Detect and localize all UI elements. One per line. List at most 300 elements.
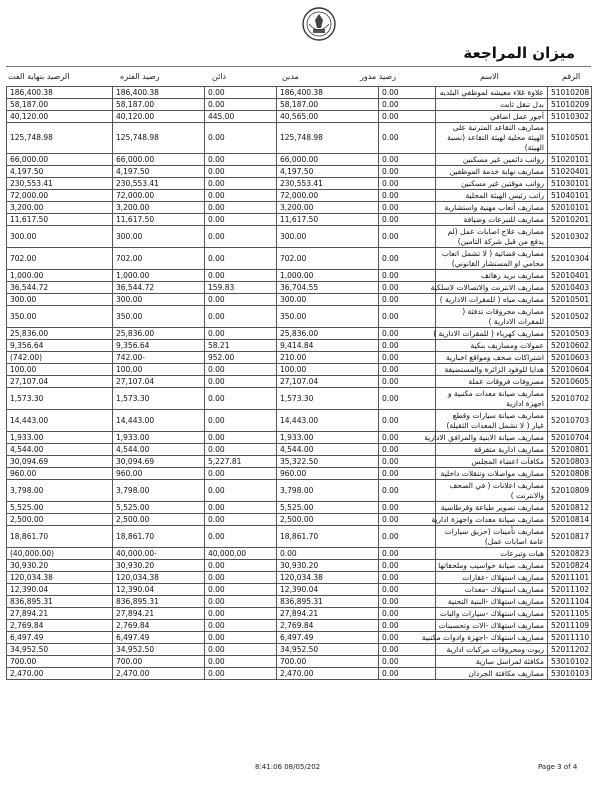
account-code-cell: 52010403	[548, 282, 592, 294]
account-name-cell: راتب رئيس الهيئة المحلية	[436, 190, 548, 202]
credit-cell: 0.00	[205, 87, 277, 99]
credit-cell: 0.00	[205, 226, 277, 248]
account-name-cell: مصاريف تصوير طباعة وقرطاسية	[436, 502, 548, 514]
period-balance-cell: 72,000.00	[113, 190, 205, 202]
credit-cell: 0.00	[205, 514, 277, 526]
period-balance-cell: 25,836.00	[113, 328, 205, 340]
table-row	[7, 328, 592, 340]
opening-balance-cell: 0.00	[379, 340, 436, 352]
debit-cell: 300.00	[277, 226, 379, 248]
debit-cell: 700.00	[277, 656, 379, 668]
opening-balance-cell: 0.00	[379, 668, 436, 680]
account-name-cell: هدايا للوفود الزائرة والمستضيفة	[436, 364, 548, 376]
closing-balance-cell: 702.00	[7, 248, 113, 270]
debit-cell: 186,400.38	[277, 87, 379, 99]
period-balance-cell: 702.00	[113, 248, 205, 270]
closing-balance-cell: 58,187.00	[7, 99, 113, 111]
credit-cell: 0.00	[205, 596, 277, 608]
closing-balance-cell: 6,497.49	[7, 632, 113, 644]
opening-balance-cell: 0.00	[379, 178, 436, 190]
account-name-cell: مصاريف مياه ( للمقرات الادارية )	[436, 294, 548, 306]
account-name-cell: مصاريف استهلاك -الات وتحسينات	[436, 620, 548, 632]
closing-balance-cell: 350.00	[7, 306, 113, 328]
table-row	[7, 468, 592, 480]
credit-cell: 0.00	[205, 306, 277, 328]
opening-balance-cell: 0.00	[379, 190, 436, 202]
opening-balance-cell: 0.00	[379, 306, 436, 328]
opening-balance-cell: 0.00	[379, 644, 436, 656]
opening-balance-cell: 0.00	[379, 444, 436, 456]
credit-cell: 58.21	[205, 340, 277, 352]
account-name-cell: مصاريف اعلانات ( في الصحف والانترنت )	[436, 480, 548, 502]
period-balance-cell: 40,120.00	[113, 111, 205, 123]
closing-balance-cell: 120,034.38	[7, 572, 113, 584]
closing-balance-cell: 1,573.30	[7, 388, 113, 410]
period-balance-cell: 186,400.38	[113, 87, 205, 99]
account-name-cell: بدل تنقل ثابت	[436, 99, 548, 111]
table-row	[7, 214, 592, 226]
debit-cell: 40,565.00	[277, 111, 379, 123]
account-code-cell: 52011104	[548, 596, 592, 608]
account-code-cell: 52011109	[548, 620, 592, 632]
account-code-cell: 52010201	[548, 214, 592, 226]
credit-cell: 0.00	[205, 584, 277, 596]
account-name-cell: مصاريف مواصلات وتنقلات داخلية	[436, 468, 548, 480]
credit-cell: 0.00	[205, 608, 277, 620]
debit-cell: 300.00	[277, 294, 379, 306]
credit-cell: 0.00	[205, 644, 277, 656]
table-row	[7, 282, 592, 294]
table-row	[7, 514, 592, 526]
period-balance-cell: 36,544.72	[113, 282, 205, 294]
opening-balance-cell: 0.00	[379, 410, 436, 432]
opening-balance-cell: 0.00	[379, 364, 436, 376]
opening-balance-cell: 0.00	[379, 87, 436, 99]
period-balance-cell: 3,200.00	[113, 202, 205, 214]
credit-cell: 0.00	[205, 632, 277, 644]
account-code-cell: 52011105	[548, 608, 592, 620]
debit-cell: 120,034.38	[277, 572, 379, 584]
credit-cell: 0.00	[205, 410, 277, 432]
closing-balance-cell: 34,952.50	[7, 644, 113, 656]
table-row	[7, 502, 592, 514]
opening-balance-cell: 0.00	[379, 480, 436, 502]
debit-cell: 5,525.00	[277, 502, 379, 514]
debit-cell: 3,798.00	[277, 480, 379, 502]
credit-cell: 0.00	[205, 668, 277, 680]
debit-cell: 34,952.50	[277, 644, 379, 656]
account-code-cell: 52010824	[548, 560, 592, 572]
account-code-cell: 52010704	[548, 432, 592, 444]
closing-balance-cell: 3,798.00	[7, 480, 113, 502]
closing-balance-cell: 836,895.31	[7, 596, 113, 608]
debit-cell: 4,544.00	[277, 444, 379, 456]
account-code-cell: 52010602	[548, 340, 592, 352]
debit-cell: 14,443.00	[277, 410, 379, 432]
period-balance-cell: 4,197.50	[113, 166, 205, 178]
credit-cell: 0.00	[205, 656, 277, 668]
credit-cell: 0.00	[205, 294, 277, 306]
account-name-cell: مصاريف استهلاك -اجهزة وادوات مكتبية	[436, 632, 548, 644]
closing-balance-cell: 72,000.00	[7, 190, 113, 202]
col-header-period: رصيد الفتره	[120, 72, 160, 81]
account-code-cell: 51010302	[548, 111, 592, 123]
account-name-cell: عمولات ومصاريف بنكية	[436, 340, 548, 352]
account-code-cell: 52010801	[548, 444, 592, 456]
closing-balance-cell: 125,748.98	[7, 123, 113, 154]
closing-balance-cell: (742.00)	[7, 352, 113, 364]
opening-balance-cell: 0.00	[379, 376, 436, 388]
closing-balance-cell: 36,544.72	[7, 282, 113, 294]
period-balance-cell: 1,000.00	[113, 270, 205, 282]
opening-balance-cell: 0.00	[379, 202, 436, 214]
period-balance-cell: 40,000.00-	[113, 548, 205, 560]
table-row	[7, 608, 592, 620]
credit-cell: 0.00	[205, 328, 277, 340]
debit-cell: 11,617.50	[277, 214, 379, 226]
period-balance-cell: 125,748.98	[113, 123, 205, 154]
account-name-cell: مصاريف أتعاب مهنية واستشارية	[436, 202, 548, 214]
opening-balance-cell: 0.00	[379, 548, 436, 560]
credit-cell: 40,000.00	[205, 548, 277, 560]
table-row	[7, 166, 592, 178]
account-name-cell: مصاريف صيانة حواسيب وملحقاتها	[436, 560, 548, 572]
period-balance-cell: 4,544.00	[113, 444, 205, 456]
opening-balance-cell: 0.00	[379, 214, 436, 226]
opening-balance-cell: 0.00	[379, 608, 436, 620]
account-name-cell: رواتب موقتين غير مسكنين	[436, 178, 548, 190]
closing-balance-cell: 27,107.04	[7, 376, 113, 388]
account-name-cell: مصاريف بريد رهاتف	[436, 270, 548, 282]
account-code-cell: 52010304	[548, 248, 592, 270]
account-code-cell: 52010814	[548, 514, 592, 526]
account-code-cell: 52011101	[548, 572, 592, 584]
debit-cell: 66,000.00	[277, 154, 379, 166]
closing-balance-cell: 30,930.20	[7, 560, 113, 572]
table-row	[7, 123, 592, 154]
table-body	[7, 87, 592, 680]
debit-cell: 27,894.21	[277, 608, 379, 620]
account-code-cell: 52010702	[548, 388, 592, 410]
closing-balance-cell: 2,470.00	[7, 668, 113, 680]
period-balance-cell: 27,894.21	[113, 608, 205, 620]
opening-balance-cell: 0.00	[379, 632, 436, 644]
account-code-cell: 52010817	[548, 526, 592, 548]
account-name-cell: زيوت ومحروقات مركبات ادارية	[436, 644, 548, 656]
credit-cell: 0.00	[205, 444, 277, 456]
period-balance-cell: 836,895.31	[113, 596, 205, 608]
page-title: ميزان المراجعة	[463, 44, 575, 62]
opening-balance-cell: 0.00	[379, 432, 436, 444]
opening-balance-cell: 0.00	[379, 282, 436, 294]
credit-cell: 0.00	[205, 99, 277, 111]
account-name-cell: مكافئة لمراسل سارية	[436, 656, 548, 668]
debit-cell: 0.00	[277, 548, 379, 560]
account-name-cell: رواتب دائمين غير مسكنين	[436, 154, 548, 166]
credit-cell: 952.00	[205, 352, 277, 364]
opening-balance-cell: 0.00	[379, 656, 436, 668]
col-header-credit: دائن	[212, 72, 227, 81]
account-code-cell: 51010209	[548, 99, 592, 111]
table-row	[7, 202, 592, 214]
table-row	[7, 410, 592, 432]
period-balance-cell: 300.00	[113, 294, 205, 306]
closing-balance-cell: 25,836.00	[7, 328, 113, 340]
closing-balance-cell: 230,553.41	[7, 178, 113, 190]
credit-cell: 0.00	[205, 248, 277, 270]
table-row	[7, 596, 592, 608]
credit-cell: 0.00	[205, 190, 277, 202]
period-balance-cell: 9,356.64	[113, 340, 205, 352]
closing-balance-cell: (40,000.00)	[7, 548, 113, 560]
period-balance-cell: 18,861.70	[113, 526, 205, 548]
closing-balance-cell: 3,200.00	[7, 202, 113, 214]
period-balance-cell: 700.00	[113, 656, 205, 668]
table-row	[7, 560, 592, 572]
period-balance-cell: 350.00	[113, 306, 205, 328]
account-code-cell: 52010501	[548, 294, 592, 306]
period-balance-cell: 1,573.30	[113, 388, 205, 410]
table-row	[7, 190, 592, 202]
table-row	[7, 644, 592, 656]
closing-balance-cell: 100.00	[7, 364, 113, 376]
opening-balance-cell: 0.00	[379, 328, 436, 340]
account-name-cell: مصروفات فروقات عملة	[436, 376, 548, 388]
debit-cell: 2,500.00	[277, 514, 379, 526]
account-name-cell: مصاريف تأمينات (حريق سيارات عامة اصابات عمل)	[436, 526, 548, 548]
account-name-cell: مصاريف ادارية متفرقة	[436, 444, 548, 456]
period-balance-cell: 11,617.50	[113, 214, 205, 226]
opening-balance-cell: 0.00	[379, 123, 436, 154]
debit-cell: 25,836.00	[277, 328, 379, 340]
debit-cell: 702.00	[277, 248, 379, 270]
table-row	[7, 572, 592, 584]
closing-balance-cell: 9,356.64	[7, 340, 113, 352]
account-code-cell: 52010603	[548, 352, 592, 364]
table-row	[7, 668, 592, 680]
table-row	[7, 306, 592, 328]
account-name-cell: مصاريف استهلاك -عقارات	[436, 572, 548, 584]
account-name-cell: مصاريف صيانة الابنية والمرافق الادارية	[436, 432, 548, 444]
credit-cell: 0.00	[205, 480, 277, 502]
debit-cell: 58,187.00	[277, 99, 379, 111]
debit-cell: 100.00	[277, 364, 379, 376]
debit-cell: 4,197.50	[277, 166, 379, 178]
account-code-cell: 53010102	[548, 656, 592, 668]
closing-balance-cell: 12,390.04	[7, 584, 113, 596]
closing-balance-cell: 300.00	[7, 226, 113, 248]
credit-cell: 0.00	[205, 388, 277, 410]
opening-balance-cell: 0.00	[379, 526, 436, 548]
account-name-cell: علاوة غلاء معيشه لموظفي البلديه	[436, 87, 548, 99]
period-balance-cell: 30,094.69	[113, 456, 205, 468]
opening-balance-cell: 0.00	[379, 502, 436, 514]
period-balance-cell: 2,470.00	[113, 668, 205, 680]
table-row	[7, 340, 592, 352]
account-code-cell: 51030101	[548, 178, 592, 190]
debit-cell: 30,930.20	[277, 560, 379, 572]
title-divider	[6, 66, 591, 67]
period-balance-cell: 3,798.00	[113, 480, 205, 502]
table-row	[7, 656, 592, 668]
credit-cell: 0.00	[205, 270, 277, 282]
closing-balance-cell: 40,120.00	[7, 111, 113, 123]
period-balance-cell: 58,187.00	[113, 99, 205, 111]
debit-cell: 2,769.84	[277, 620, 379, 632]
closing-balance-cell: 4,197.50	[7, 166, 113, 178]
table-row	[7, 352, 592, 364]
closing-balance-cell: 700.00	[7, 656, 113, 668]
page-number: Page 3 of 4	[538, 763, 578, 771]
account-name-cell: مصاريف استهلاك -سيارات والبات	[436, 608, 548, 620]
debit-cell: 72,000.00	[277, 190, 379, 202]
credit-cell: 445.00	[205, 111, 277, 123]
closing-balance-cell: 1,933.00	[7, 432, 113, 444]
opening-balance-cell: 0.00	[379, 468, 436, 480]
closing-balance-cell: 300.00	[7, 294, 113, 306]
credit-cell: 0.00	[205, 178, 277, 190]
account-name-cell: مصاريف استهلاك -البنية التحتية	[436, 596, 548, 608]
table-row	[7, 620, 592, 632]
opening-balance-cell: 0.00	[379, 456, 436, 468]
closing-balance-cell: 960.00	[7, 468, 113, 480]
closing-balance-cell: 4,544.00	[7, 444, 113, 456]
opening-balance-cell: 0.00	[379, 388, 436, 410]
opening-balance-cell: 0.00	[379, 99, 436, 111]
account-code-cell: 51020401	[548, 166, 592, 178]
debit-cell: 1,573.30	[277, 388, 379, 410]
debit-cell: 9,414.84	[277, 340, 379, 352]
table-row	[7, 248, 592, 270]
table-row	[7, 584, 592, 596]
table-row	[7, 632, 592, 644]
debit-cell: 12,390.04	[277, 584, 379, 596]
account-code-cell: 52010703	[548, 410, 592, 432]
closing-balance-cell: 66,000.00	[7, 154, 113, 166]
table-row	[7, 376, 592, 388]
period-balance-cell: 66,000.00	[113, 154, 205, 166]
table-row	[7, 294, 592, 306]
account-code-cell: 53010103	[548, 668, 592, 680]
closing-balance-cell: 18,861.70	[7, 526, 113, 548]
account-code-cell: 52010401	[548, 270, 592, 282]
account-code-cell: 52010812	[548, 502, 592, 514]
print-timestamp: 8:41:06 08/05/202	[255, 763, 321, 771]
debit-cell: 1,000.00	[277, 270, 379, 282]
account-name-cell: مصاريف صيانة معدات واجهزة ادارية	[436, 514, 548, 526]
account-code-cell: 51010208	[548, 87, 592, 99]
table-row	[7, 480, 592, 502]
credit-cell: 0.00	[205, 166, 277, 178]
account-code-cell: 52010605	[548, 376, 592, 388]
col-header-opening: رصيد مدور	[360, 72, 397, 81]
table-row	[7, 87, 592, 99]
debit-cell: 35,322.50	[277, 456, 379, 468]
col-header-name: الاسم	[480, 72, 499, 81]
account-name-cell: مكافآت اعضاء المجلس	[436, 456, 548, 468]
credit-cell: 0.00	[205, 123, 277, 154]
opening-balance-cell: 0.00	[379, 248, 436, 270]
opening-balance-cell: 0.00	[379, 111, 436, 123]
account-name-cell: مصاريف صيانة معدات مكتبية و اجهزة ادارية	[436, 388, 548, 410]
period-balance-cell: 14,443.00	[113, 410, 205, 432]
table-row	[7, 226, 592, 248]
credit-cell: 0.00	[205, 202, 277, 214]
table-row	[7, 111, 592, 123]
period-balance-cell: 6,497.49	[113, 632, 205, 644]
account-name-cell: اشتراكات صحف ومواقع اخبارية	[436, 352, 548, 364]
debit-cell: 2,470.00	[277, 668, 379, 680]
period-balance-cell: 1,933.00	[113, 432, 205, 444]
account-code-cell: 51020101	[548, 154, 592, 166]
col-header-closing: الرصيد بنهاية الفت	[8, 72, 70, 81]
account-name-cell: مصاريف نهاية خدمة الموظفين	[436, 166, 548, 178]
debit-cell: 350.00	[277, 306, 379, 328]
account-code-cell: 52011102	[548, 584, 592, 596]
credit-cell: 0.00	[205, 560, 277, 572]
account-name-cell: هبات وتبرعات	[436, 548, 548, 560]
table-row	[7, 99, 592, 111]
account-name-cell: مصاريف كهرباء ( للمقرات الادارية )	[436, 328, 548, 340]
credit-cell: 0.00	[205, 376, 277, 388]
credit-cell: 159.83	[205, 282, 277, 294]
period-balance-cell: 12,390.04	[113, 584, 205, 596]
col-header-debit: مدين	[282, 72, 299, 81]
account-code-cell: 52010823	[548, 548, 592, 560]
closing-balance-cell: 186,400.38	[7, 87, 113, 99]
opening-balance-cell: 0.00	[379, 560, 436, 572]
account-name-cell: أجور عمل اضافي	[436, 111, 548, 123]
account-code-cell: 52011110	[548, 632, 592, 644]
account-code-cell: 52010503	[548, 328, 592, 340]
account-code-cell: 52010502	[548, 306, 592, 328]
account-name-cell: مصاريف علاج اصابات عمل (لم يدفع من قبل شركة التامين)	[436, 226, 548, 248]
opening-balance-cell: 0.00	[379, 514, 436, 526]
table-row	[7, 154, 592, 166]
trial-balance-table	[6, 86, 592, 680]
period-balance-cell: 2,500.00	[113, 514, 205, 526]
opening-balance-cell: 0.00	[379, 620, 436, 632]
account-name-cell: مصاريف الانترنت والاتصالات لاسلكية	[436, 282, 548, 294]
credit-cell: 0.00	[205, 620, 277, 632]
credit-cell: 0.00	[205, 468, 277, 480]
opening-balance-cell: 0.00	[379, 572, 436, 584]
period-balance-cell: 30,930.20	[113, 560, 205, 572]
table-row	[7, 432, 592, 444]
table-row	[7, 178, 592, 190]
closing-balance-cell: 2,500.00	[7, 514, 113, 526]
table-row	[7, 456, 592, 468]
account-code-cell: 52010809	[548, 480, 592, 502]
period-balance-cell: 230,553.41	[113, 178, 205, 190]
account-code-cell: 51010501	[548, 123, 592, 154]
period-balance-cell: 2,769.84	[113, 620, 205, 632]
account-code-cell: 52010101	[548, 202, 592, 214]
table-row	[7, 444, 592, 456]
period-balance-cell: 300.00	[113, 226, 205, 248]
opening-balance-cell: 0.00	[379, 166, 436, 178]
closing-balance-cell: 14,443.00	[7, 410, 113, 432]
opening-balance-cell: 0.00	[379, 226, 436, 248]
account-name-cell: مصاريف صيانة سيارات وقطع غيار ( لا تشمل المعدات الثقيلة)	[436, 410, 548, 432]
credit-cell: 0.00	[205, 214, 277, 226]
debit-cell: 6,497.49	[277, 632, 379, 644]
period-balance-cell: 5,525.00	[113, 502, 205, 514]
opening-balance-cell: 0.00	[379, 584, 436, 596]
account-code-cell: 52011202	[548, 644, 592, 656]
account-code-cell: 51040101	[548, 190, 592, 202]
period-balance-cell: 27,107.04	[113, 376, 205, 388]
